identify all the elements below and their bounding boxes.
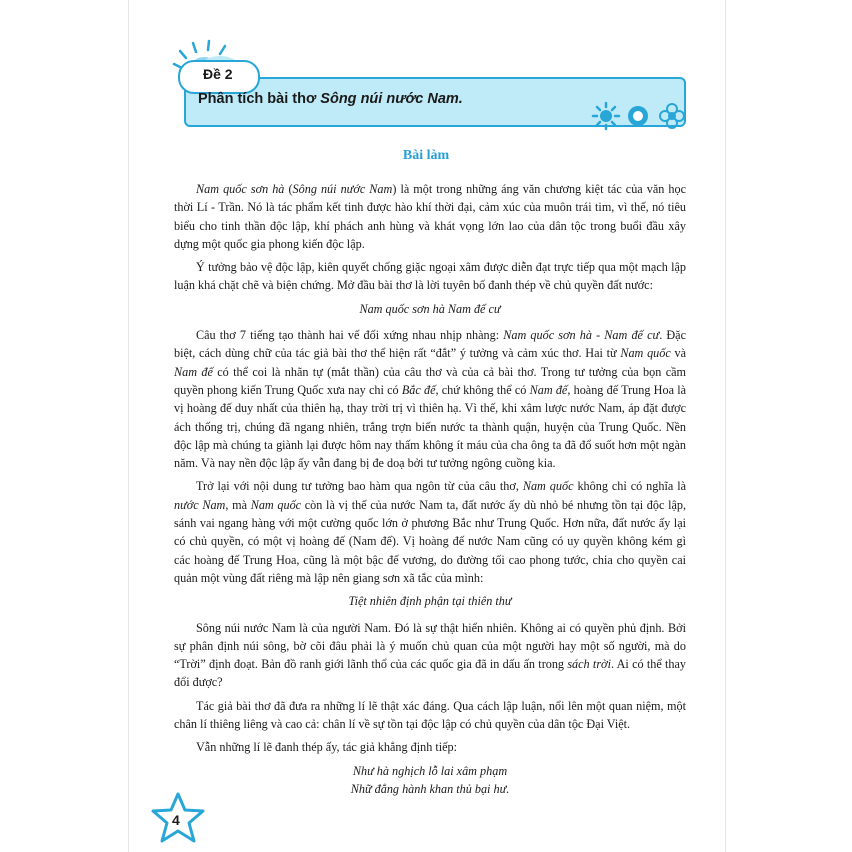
- verse-line: Tiệt nhiên định phận tại thiên thư: [348, 594, 512, 609]
- verse-line: Như hà nghịch lỗ lai xâm phạm: [352, 763, 508, 778]
- paragraph-2: Ý tưởng bảo vệ độc lập, kiên quyết chống giặc ngoại xâm được diễn đạt trực tiếp qua một mạch lập luận khá chặt chẽ và biện chứng. Mở đầu bài thơ là lời tuyên bố đanh thép về chủ quyền đất nước:: [174, 260, 686, 293]
- paragraph-5: Sông núi nước Nam là của người Nam. Đó là sự thật hiển nhiên. Không ai có quyền phủ định. Bởi sự phân định núi sông, bờ cõi đâu phải là ý muốn chủ quan của một người hay một số người, mà do “Trời” định đoạt. Bản đồ ranh giới lãnh thổ của các quốc gia đã in dấu ấn trong sách trời. Ai có thể thay đổi được?: [174, 620, 687, 690]
- verse-line: Nam quốc sơn hà Nam đế cư: [359, 301, 501, 316]
- page-title: Phân tích bài thơ Sông núi nước Nam.: [198, 91, 463, 107]
- verse-line: Nhữ đẳng hành khan thủ bại hư.: [350, 781, 510, 796]
- paragraph-1: Nam quốc sơn hà (Sông núi nước Nam) là một trong những áng văn chương kiệt tác của văn học thời Lí - Trần. Nó là tác phẩm kết tinh được hào khí thời đại, cảm xúc của muôn trái tim, vì thế, nó tiêu biểu cho tinh thần độc lập, khí phách anh hùng và khát vọng lớn lao của dân tộc trong buổi đầu xây dựng một quốc gia phong kiến độc lập.: [174, 182, 687, 251]
- essay-body: [174, 180, 686, 798]
- section-heading: Bài làm: [402, 148, 450, 163]
- flower-icon: [590, 100, 690, 132]
- paragraph-7: Vẫn những lí lẽ đanh thép ấy, tác giả khẳng định tiếp:: [196, 740, 458, 755]
- paragraph-6: Tác giả bài thơ đã đưa ra những lí lẽ thật xác đáng. Qua cách lập luận, nổi lên một quan niệm, một chân lí thiêng liêng và cao cả: chân lí về sự tồn tại độc lập có chủ quyền của dân tộc Đại Việt.: [174, 698, 686, 732]
- page-number: 4: [172, 812, 180, 828]
- exercise-label: Đề 2: [203, 66, 233, 82]
- paragraph-3: Câu thơ 7 tiếng tạo thành hai vế đối xứng nhau nhịp nhàng: Nam quốc sơn hà - Nam đế cư. Đặc biệt, cách dùng chữ của tác giả bài thơ thể hiện rất “đắt” ý tưởng và cảm xúc thơ. Hai từ Nam quốc và Nam đế có thể coi là nhãn tự (mắt thần) của câu thơ và của cả bài thơ. Trong tư tưởng của bọn cầm quyền phong kiến Trung Quốc xưa nay chỉ có Bắc đế, chứ không thể có Nam đế, hoàng đế Trung Hoa là vị hoàng đế duy nhất của thiên hạ, thay trời trị vì thiên hạ. Vì thế, khi xâm lược nước Nam, áp đặt được ách thống trị, chúng đã ngang nhiên, trắng trợn biến nước ta thành quận, huyện của Trung Quốc. Nền độc lập mà chúng ta giành lại được hôm nay thấm không ít máu của cha ông ta đã đổ suốt hơn một ngàn năm. Và nay nền độc lập ấy vẫn đang bị đe doạ bởi tư tưởng ngông cuồng kia.: [174, 328, 687, 471]
- paragraph-4: Trở lại với nội dung tư tưởng bao hàm qua ngôn từ của câu thơ, Nam quốc không chỉ có nghĩa là nước Nam, mà Nam quốc còn là vị thế của nước Nam ta, đất nước ấy dù nhỏ bé nhưng tồn tại độc lập, sánh vai ngang hàng với một cường quốc lớn ở phương Bắc như Trung Quốc. Hơn nữa, đất nước ấy lại có chủ quyền, có một vị hoàng đế (Nam đế). Vị hoàng đế nước Nam cũng có uy quyền không kém gì các hoàng đế Trung Hoa, cũng là một bậc đế vương, do đường tối cao phong tước, chia cho quyền cai quản một vùng đất riêng mà lập nên giang sơn xã tắc của mình:: [174, 479, 687, 585]
